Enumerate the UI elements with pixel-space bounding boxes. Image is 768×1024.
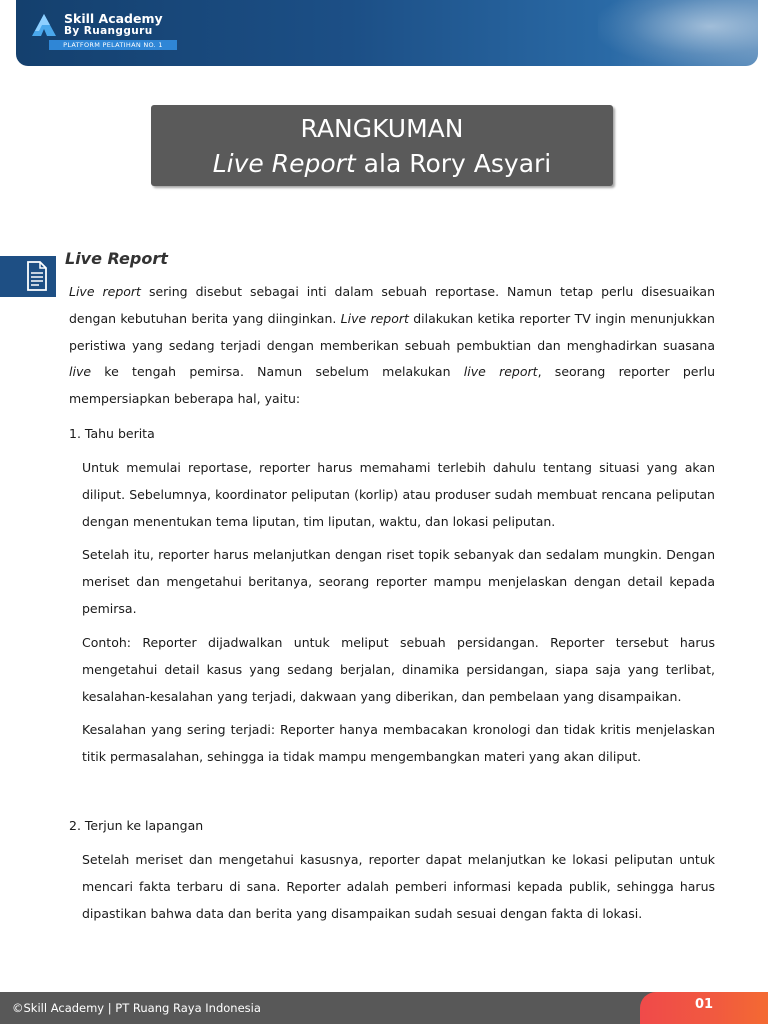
intro-italic-3: live [69,364,92,380]
intro-italic-2: Live report [340,310,409,326]
item-1-title: 1. Tahu berita [69,426,155,441]
brand-name: Skill Academy [64,11,163,26]
item-1-paragraph-1: Untuk memulai reportase, reporter harus memahami terlebih dahulu tentang situasi yang akan diliput. Sebelumnya, koordinator peliputan (korlip) atau produser sudah membuat rencana peliputan dengan menentukan tema liputan, tim liputan, waktu, dan lokasi peliputan. [82,460,715,529]
title-rest: ala Rory Asyari [355,149,552,178]
intro-text-3: ke tengah pemirsa. Namun sebelum melakukan [91,364,464,380]
intro-text-4: , seorang reporter perlu mempersiapkan beberapa hal, yaitu: [69,364,716,407]
item-1-paragraph-3: Contoh: Reporter dijadwalkan untuk meliput sebuah persidangan. Reporter tersebut harus mengetahui detail kasus yang sedang berjalan, dinamika persidangan, siapa saja yang terlibat, kesalahan-kesalahan yang terjadi, dakwaan yang diberikan, dan pembelaan yang disampaikan. [82,635,715,704]
intro-text-1: sering disebut sebagai inti dalam sebuah reportase. Namun tetap perlu disesuaikan dengan kebutuhan berita yang diinginkan. [69,284,716,326]
intro-italic-1: Live report [69,284,141,299]
item-2-paragraph-1: Setelah meriset dan mengetahui kasusnya, reporter dapat melanjutkan ke lokasi peliputan untuk mencari fakta terbaru di sana. Reporter adalah pemberi informasi kepada publik, sehingga harus dipastikan bahwa data dan berita yang disampaikan sudah sesuai dengan fakta di lokasi. [82,852,715,921]
item-1-paragraph-4: Kesalahan yang sering terjadi: Reporter hanya membacakan kronologi dan tidak kritis menjelaskan titik permasalahan, sehingga ia tidak mampu mengembangkan materi yang akan diliput. [82,722,715,764]
item-2-title: 2. Terjun ke lapangan [69,818,204,833]
intro-italic-4: live report [463,364,538,380]
title-italic: Live Report [212,149,356,178]
brand-subtitle: By Ruangguru [64,25,153,37]
header-banner [16,0,758,66]
item-1-paragraph-2: Setelah itu, reporter harus melanjutkan dengan riset topik sebanyak dan sedalam mungkin. Dengan meriset dan mengetahui beritanya, seorang reporter mampu menjelaskan dengan detail kepada pemirsa. [82,547,715,616]
title-line-2 [151,146,613,181]
title-box [151,105,613,186]
document-icon [26,261,48,291]
page-number: 01 [694,997,714,1012]
section-side-tab [0,256,56,297]
intro-text-2: dilakukan ketika reporter TV ingin menunjukkan peristiwa yang sedang terjadi dengan memberikan sebuah pembuktian dan menghadirkan suasana [69,310,715,353]
header-background-photo [598,0,758,66]
page-number-tab [640,992,768,1024]
footer-copyright: ©Skill Academy | PT Ruang Raya Indonesia [12,1001,261,1015]
title-line-1: RANGKUMAN [300,114,464,143]
intro-paragraph [69,279,715,413]
brand-tagline: PLATFORM PELATIHAN NO. 1 [49,40,177,50]
skill-academy-logo-icon [32,14,56,36]
section-title: Live Report [65,249,168,268]
